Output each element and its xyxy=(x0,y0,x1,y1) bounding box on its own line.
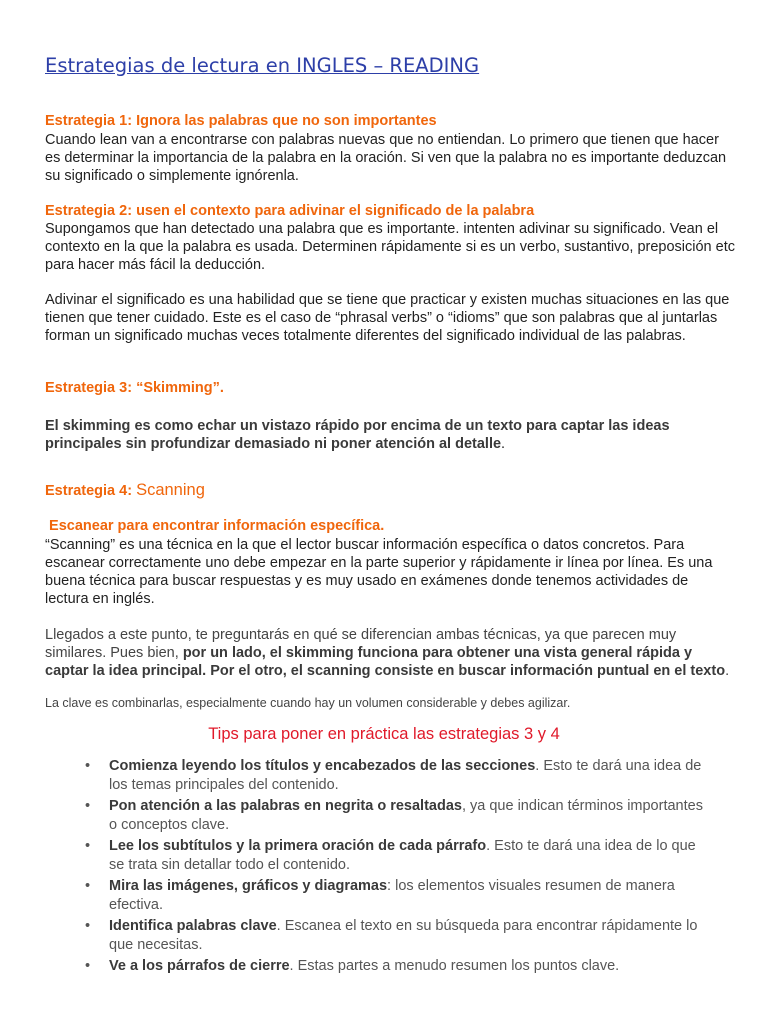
tip-rest: . Esto te dará una idea de los temas principales del contenido. xyxy=(109,758,702,793)
comparison-text-end: . xyxy=(725,663,730,679)
strategy-4-heading-word: Scanning xyxy=(136,481,205,499)
tip-bold: Mira las imágenes, gráficos y diagramas xyxy=(109,878,388,894)
strategy-3-text-end: . xyxy=(501,436,506,452)
strategy-1-text: Cuando lean van a encontrarse con palabras nuevas que no entiendan. Lo primero que tienen que hacer es determinar la importancia de la palabra en la oración. Si ven que la palabra no es importante deduzcan su significado o simplemente ignórenla. xyxy=(45,132,727,184)
tip-rest: : los elementos visuales resumen de manera efectiva. xyxy=(109,878,675,913)
strategy-4-text: “Scanning” es una técnica en la que el lector buscar información específica o datos concretos. Para escanear correctamente uno debe empezar en la parte superior y rápidamente ir línea por línea. Es una buena técnica para buscar respuestas y es muy usado en exámenes donde tenemos actividades de lectura en inglés. xyxy=(45,537,713,607)
bullet-icon: • xyxy=(85,838,91,854)
document-title[interactable]: Estrategias de lectura en INGLES – READING xyxy=(45,54,480,77)
strategy-3-text-bold: El skimming es como echar un vistazo rápido por encima de un texto para captar las ideas principales sin profundizar demasiado ni poner atención al detalle xyxy=(45,418,670,452)
strategy-1-heading: Estrategia 1: Ignora las palabras que no son importantes xyxy=(45,113,437,129)
strategy-2-text: Supongamos que han detectado una palabra que es importante. intenten adivinar su significado. Vean el contexto en la que la palabra es usada. Determinen rápidamente si es un verbo, sustantivo, preposición etc para hacer más fácil la deducción. xyxy=(45,221,735,273)
strategy-2-heading: Estrategia 2: usen el contexto para adivinar el significado de la palabra xyxy=(45,203,535,219)
tip-bold: Ve a los párrafos de cierre xyxy=(109,958,290,974)
bullet-icon: • xyxy=(85,798,91,814)
list-item xyxy=(85,957,715,976)
tip-rest: . Estas partes a menudo resumen los puntos clave. xyxy=(289,958,620,974)
bullet-icon: • xyxy=(85,758,91,774)
comparison-text-start: Llegados a este punto, te preguntarás en qué se diferencian ambas técnicas, ya que parecen muy similares. Pues bien, xyxy=(45,627,677,661)
bullet-icon: • xyxy=(85,878,91,894)
tip-bold: Identifica palabras clave xyxy=(109,918,277,934)
list-item xyxy=(85,837,715,875)
tips-title: Tips para poner en práctica las estrategias 3 y 4 xyxy=(208,725,560,743)
list-item xyxy=(85,757,715,795)
bullet-icon: • xyxy=(85,958,91,974)
tip-rest: . Esto te dará una idea de lo que se trata sin detallar todo el contenido. xyxy=(109,838,696,873)
tip-rest: , ya que indican términos importantes o conceptos clave. xyxy=(109,798,703,833)
list-item xyxy=(85,917,715,955)
bullet-icon: • xyxy=(85,918,91,934)
strategy-3-heading: Estrategia 3: “Skimming”. xyxy=(45,380,224,396)
strategy-4-heading-prefix: Estrategia 4: xyxy=(45,483,137,499)
strategy-2-text-2: Adivinar el significado es una habilidad que se tiene que practicar y existen muchas situaciones en las que tienen que tener cuidado. Este es el caso de “phrasal verbs” o “idioms” que son palabras que al juntarlas forman un significado muchas veces totalmente diferentes del significado individual de las palabras. xyxy=(45,292,730,344)
tip-bold: Lee los subtítulos y la primera oración de cada párrafo xyxy=(109,838,487,854)
tips-list xyxy=(85,757,715,978)
comparison-text-bold: por un lado, el skimming funciona para obtener una vista general rápida y captar la idea principal. Por el otro, el scanning consiste en buscar información puntual en el texto xyxy=(45,645,726,679)
list-item xyxy=(85,797,715,835)
tip-rest: . Escanea el texto en su búsqueda para encontrar rápidamente lo que necesitas. xyxy=(109,918,698,953)
strategy-4-subheading: Escanear para encontrar información específica. xyxy=(45,518,385,534)
strategy-4-heading xyxy=(45,481,205,500)
tip-bold: Pon atención a las palabras en negrita o resaltadas xyxy=(109,798,462,814)
list-item xyxy=(85,877,715,915)
tip-bold: Comienza leyendo los títulos y encabezados de las secciones xyxy=(109,758,536,774)
strategy-3-text xyxy=(45,417,735,453)
key-text: La clave es combinarlas, especialmente cuando hay un volumen considerable y debes agilizar. xyxy=(45,696,571,710)
comparison-text xyxy=(45,626,735,680)
